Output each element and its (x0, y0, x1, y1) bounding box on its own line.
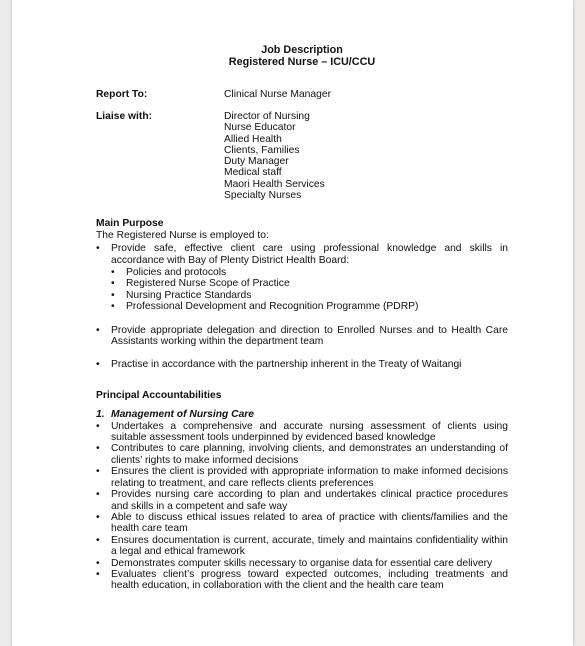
list-item (96, 512, 508, 535)
main-purpose-list (96, 243, 508, 371)
bullet-icon: • (96, 568, 100, 580)
bullet-icon: • (111, 289, 115, 301)
report-to-label: Report To: (96, 88, 148, 100)
list-item (96, 443, 508, 466)
liaise-item: Maori Health Services (224, 178, 325, 190)
sub-list-item (111, 290, 508, 301)
list-item-text: Provide appropriate delegation and direction to Enrolled Nurses and to Health Care Assistants working within the department team (111, 324, 508, 348)
section-number: 1. (96, 409, 105, 421)
bullet-icon: • (111, 267, 115, 278)
document-content (96, 45, 508, 592)
sub-list-item (111, 301, 508, 312)
list-item-text: Provides nursing care according to plan and undertakes clinical practice procedures and skills in a competent and safe way (111, 489, 508, 512)
report-to-value: Clinical Nurse Manager (224, 88, 332, 100)
bullet-icon: • (96, 557, 100, 569)
bullet-icon: • (96, 489, 100, 501)
list-item (96, 535, 508, 558)
list-item-text: Undertakes a comprehensive and accurate nursing assessment of clients using suitable assessment tools underpinned by evidenced based knowledge (111, 420, 508, 444)
list-item (96, 421, 508, 444)
document-title: Job Description (261, 44, 343, 56)
liaise-with-label: Liaise with: (96, 111, 153, 122)
list-item-text: Ensures documentation is current, accurate, timely and maintains confidentiality within a legal and ethical framework (111, 534, 508, 558)
sub-list-item-text: Policies and protocols (126, 267, 227, 278)
bullet-icon: • (96, 443, 100, 455)
list-item (96, 243, 508, 312)
bullet-icon: • (96, 466, 100, 478)
list-item-text: Contributes to care planning, involving clients, and demonstrates an understanding of clients’ rights to make informed decisions (111, 443, 508, 466)
list-item-text: Able to discuss ethical issues related to area of practice with clients/families and the health care team (111, 511, 508, 535)
liaise-item: Nurse Educator (224, 122, 296, 134)
main-purpose-intro: The Registered Nurse is employed to: (96, 229, 269, 241)
document-page (12, 0, 573, 646)
liaise-item: Medical staff (224, 167, 282, 179)
bullet-icon: • (96, 243, 100, 255)
bullet-icon: • (96, 511, 100, 523)
sub-list-item-text: Registered Nurse Scope of Practice (126, 278, 290, 290)
document-subtitle: Registered Nurse – ICU/CCU (228, 55, 376, 68)
section-title: Management of Nursing Care (111, 409, 255, 421)
sub-list-item (111, 278, 508, 289)
liaise-item: Specialty Nurses (224, 190, 302, 202)
sub-list-item-text: Professional Development and Recognition Programme (PDRP) (126, 301, 419, 313)
bullet-icon: • (96, 324, 100, 336)
liaise-item: Clients, Families (224, 144, 300, 156)
liaise-item: Duty Manager (224, 156, 289, 168)
list-item (96, 558, 508, 569)
liaise-item: Allied Health (224, 133, 282, 145)
list-item-text: Practise in accordance with the partnership inherent in the Treaty of Waitangi (111, 359, 462, 371)
list-item (96, 466, 508, 489)
list-item (96, 489, 508, 512)
sub-list (111, 267, 508, 313)
bullet-icon: • (111, 301, 115, 313)
list-item (96, 359, 508, 370)
bullet-icon: • (96, 420, 100, 432)
list-item-text: Demonstrates computer skills necessary to organise data for essential care delivery (111, 557, 493, 569)
main-purpose-heading: Main Purpose (96, 218, 164, 230)
sub-list-item-text: Nursing Practice Standards (126, 289, 252, 301)
liaise-with-row (96, 111, 508, 201)
list-item-text: Evaluates client’s progress toward expected outcomes, including treatments and health education, in collaboration with the client and the health care team (111, 568, 508, 592)
liaise-with-list (224, 111, 325, 201)
accountabilities-list (96, 421, 508, 592)
list-item-text: Provide safe, effective client care using professional knowledge and skills in accordance with Bay of Plenty District Health Board: (111, 243, 508, 266)
principal-accountabilities-heading: Principal Accountabilities (96, 389, 222, 401)
bullet-icon: • (96, 359, 100, 371)
bullet-icon: • (111, 278, 115, 290)
bullet-icon: • (96, 534, 100, 546)
list-item (96, 325, 508, 348)
sub-list-item (111, 267, 508, 278)
list-item-text: Ensures the client is provided with appropriate information to make informed decisions relating to treatment, and care reflects clients preferences (111, 466, 508, 489)
liaise-item: Director of Nursing (224, 111, 310, 122)
management-subheading (96, 409, 508, 420)
report-to-row (96, 89, 508, 100)
list-item (96, 569, 508, 592)
